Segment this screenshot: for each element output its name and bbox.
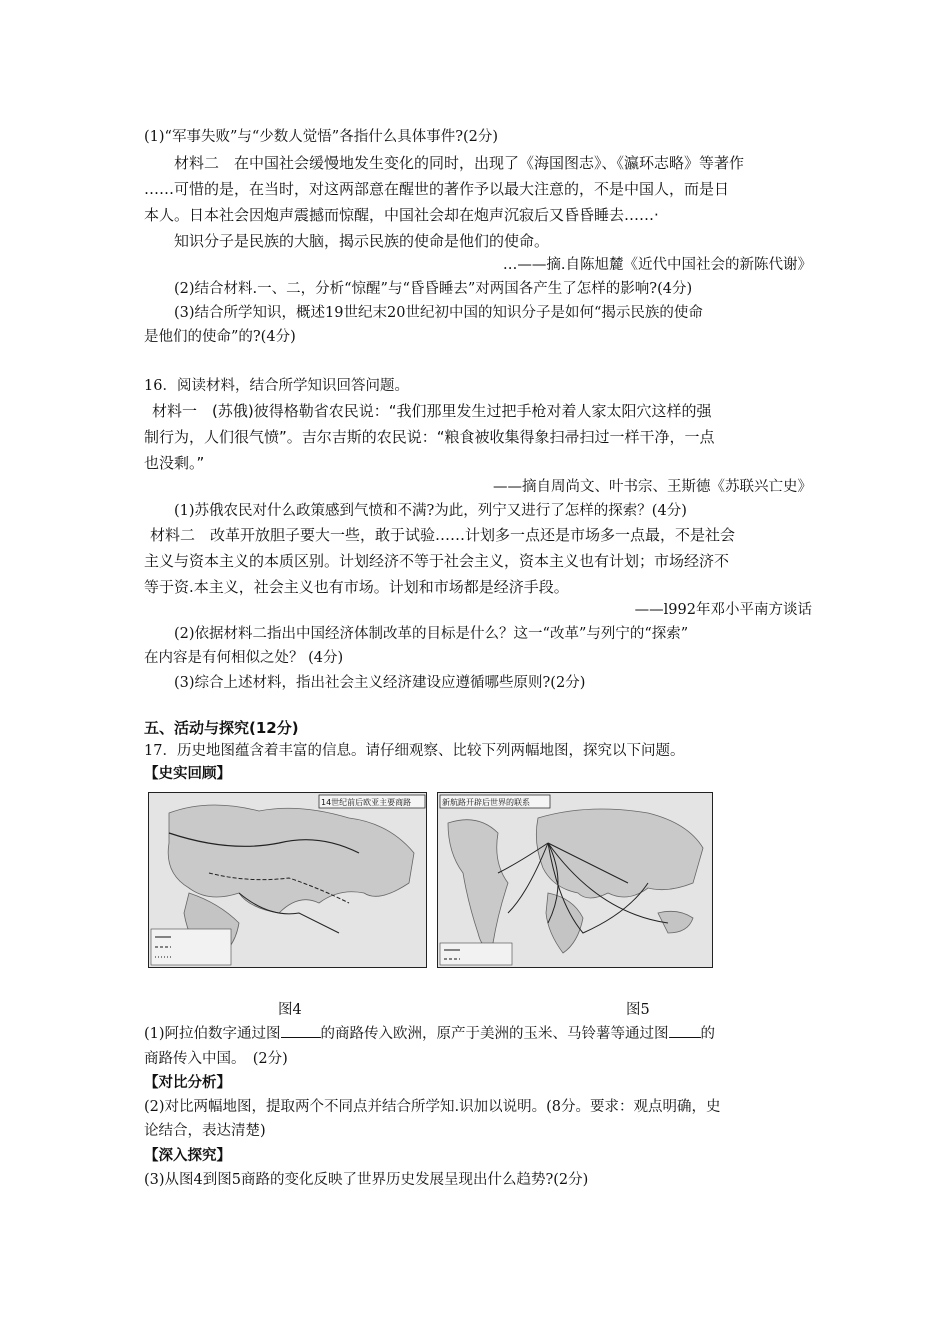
q16-material1-source: ——摘自周尚文、叶书宗、王斯德《苏联兴亡史》 xyxy=(493,479,812,495)
map-figure4-drawing xyxy=(149,793,426,967)
map-figure4-title: 14世纪前后欧亚主要商路 xyxy=(321,798,412,807)
section5-heading: 五、活动与探究(12分) xyxy=(144,719,299,737)
q15-sub3-line1: (3)结合所学知识，概述19世纪末20世纪初中国的知识分子是如何“揭示民族的使命 xyxy=(174,305,703,321)
q17-sub1-part-b: 的商路传入欧洲，原产于美洲的玉米、马铃薯等通过图 xyxy=(320,1026,669,1042)
map-figure5-drawing xyxy=(438,793,712,967)
q17-sub1-line2: 商路传入中国。 (2分) xyxy=(144,1051,288,1067)
q16-sub1: (1)苏俄农民对什么政策感到气愤和不满?为此，列宁又进行了怎样的探索？(4分) xyxy=(174,503,687,519)
q15-sub3-line2: 是他们的使命”的?(4分) xyxy=(144,329,296,345)
q17-sub3: (3)从图4到图5商路的变化反映了世界历史发展呈现出什么趋势?(2分) xyxy=(144,1172,589,1188)
q17-sub1-part-c: 的 xyxy=(700,1026,716,1042)
q15-material2-line4: 知识分子是民族的大脑，揭示民族的使命是他们的使命。 xyxy=(174,232,550,250)
q16-material2-line2: 主义与资本主义的本质区别。计划经济不等于社会主义，资本主义也有计划；市场经济不 xyxy=(144,552,730,570)
q16-sub3: (3)综合上述材料，指出社会主义经济建设应遵循哪些原则?(2分) xyxy=(174,675,586,691)
figure4-caption: 图4 xyxy=(278,1002,302,1018)
q17-sub2-line1: (2)对比两幅地图，提取两个不同点并结合所学知.识加以说明。(8分。要求：观点明确，史 xyxy=(144,1099,721,1115)
answer-blank-1[interactable] xyxy=(281,1023,321,1038)
q16-material1-line3: 也没剩。” xyxy=(144,454,205,472)
q15-sub2: (2)结合材料.一、二，分析“惊醒”与“昏昏睡去”对两国各产生了怎样的影响?(4分) xyxy=(174,281,693,297)
q15-material2-line3: 本人。日本社会因炮声震撼而惊醒，中国社会却在炮声沉寂后又昏昏睡去……· xyxy=(144,206,659,224)
figure5-caption: 图5 xyxy=(626,1002,650,1018)
answer-blank-2[interactable] xyxy=(669,1023,701,1038)
explore-heading: 【深入探究】 xyxy=(144,1148,231,1164)
map-figure4 xyxy=(148,792,427,968)
q15-material2-line1: 材料二 在中国社会缓慢地发生变化的同时，出现了《海国图志》、《瀛环志略》等著作 xyxy=(174,154,745,172)
q15-material2-source: …——摘.自陈旭麓《近代中国社会的新陈代谢》 xyxy=(502,257,812,273)
q16-material2-source: ——l992年邓小平南方谈话 xyxy=(634,602,812,618)
history-review-heading: 【史实回顾】 xyxy=(144,766,231,782)
q15-material2-line2: ……可惜的是，在当时，对这两部意在醒世的著作予以最大注意的，不是中国人，而是日 xyxy=(144,180,730,198)
q16-material1-line1: 材料一 (苏俄)彼得格勒省农民说：“我们那里发生过把手枪对着人家太阳穴这样的强 xyxy=(152,402,712,420)
q17-sub2-line2: 论结合，表达清楚) xyxy=(144,1123,266,1139)
map-figure5 xyxy=(437,792,713,968)
q16-material2-line1: 材料二 改革开放胆子要大一些，敢于试验……计划多一点还是市场多一点最，不是社会 xyxy=(150,526,736,544)
q15-sub1: (1)“军事失败”与“少数人觉悟”各指什么具体事件?(2分) xyxy=(144,129,499,145)
q17-sub1-line1 xyxy=(144,1023,715,1045)
map-figure5-title: 新航路开辟后世界的联系 xyxy=(442,798,530,807)
q17-intro: 17．历史地图蕴含着丰富的信息。请仔细观察、比较下列两幅地图，探究以下问题。 xyxy=(144,743,685,759)
q16-material1-line2: 制行为，人们很气愤”。吉尔吉斯的农民说：“粮食被收集得象扫帚扫过一样干净，一点 xyxy=(144,428,715,446)
comparison-heading: 【对比分析】 xyxy=(144,1075,231,1091)
q17-sub1-part-a: (1)阿拉伯数字通过图 xyxy=(144,1026,281,1042)
q16-sub2-line2: 在内容是有何相似之处？ (4分) xyxy=(144,650,344,666)
q16-material2-line3: 等于资.本主义，社会主义也有市场。计划和市场都是经济手段。 xyxy=(144,578,569,596)
q16-title: 16．阅读材料，结合所学知识回答问题。 xyxy=(144,378,409,394)
q16-sub2-line1: (2)依据材料二指出中国经济体制改革的目标是什么？这一“改革”与列宁的“探索” xyxy=(174,626,689,642)
